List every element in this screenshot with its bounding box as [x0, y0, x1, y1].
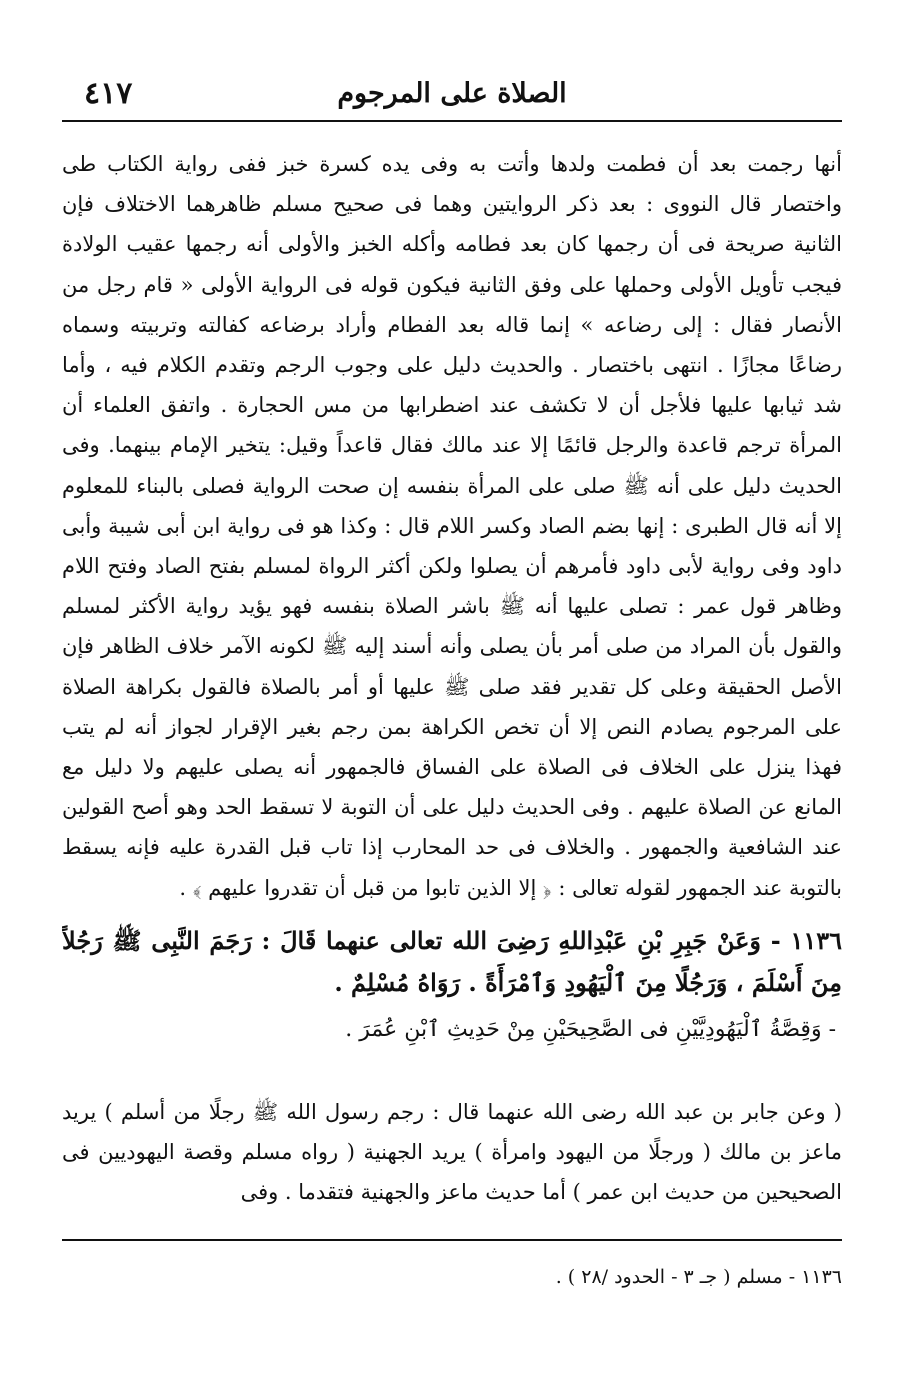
page-number: ٤١٧ [84, 76, 133, 111]
hadith-note: - وَقِصَّةُ ٱلْيَهُودِيَّيْنِ فى الصَّحِيحَيْنِ مِنْ حَدِيثِ ٱبْنِ عُمَرَ . [345, 1017, 836, 1042]
chapter-title: الصلاة على المرجوم [337, 78, 567, 109]
book-page [62, 72, 842, 1216]
explanation-paragraph: ( وعن جابر بن عبد الله رضى الله عنهما قال : رجم رسول الله ﷺ رجلًا من أسلم ) يريد ماعز بن مالك ( ورجلًا من اليهود وامرأة ) يريد الجهنية ( رواه مسلم وقصة اليهوديين فى الصحيحين من حديث ابن عمر ) أما حديث ماعز والجهنية فتقدما . وفى [62, 1100, 842, 1205]
hadith-text: ١١٣٦ - وَعَنْ جَبِرِ بْنِ عَبْدِاللهِ رَضِىَ الله تعالى عنهما قَالَ : رَجَمَ النَّبِى ﷺ رَجُلاً مِنَ أَسْلَمَ ، وَرَجُلًا مِنَ ٱلْيَهُودِ وَٱمْرَأَةً . رَوَاهُ مُسْلِمٌ . [62, 926, 842, 997]
page-header [62, 72, 842, 122]
footnote: ١١٣٦ - مسلم ( جـ ٣ - الحدود /٢٨ ) . [555, 1266, 842, 1288]
commentary-paragraph: أنها رجمت بعد أن فطمت ولدها وأتت به وفى يده كسرة خبز ففى رواية الكتاب طى واختصار قال النووى : بعد ذكر الروايتين وهما فى صحيح مسلم ظاهرهما الاختلاف فإن الثانية صريحة فى أن رجمها كان بعد فطامه وأكله الخبز والأولى أنه رجمها عقيب الولادة فيجب تأويل الأولى وحملها على وفق الثانية فيكون قوله فى الرواية الأولى « قام رجل من الأنصار فقال : إلى رضاعه » إنما قاله بعد الفطام وأراد برضاعه كفالته وتربيته وسماه رضاعًا مجازًا . انتهى باختصار . والحديث دليل على وجوب الرجم وتقدم الكلام فيه ، وأما شد ثيابها عليها فلأجل أن لا تكشف عند اضطرابها من مس الحجارة . واتفق العلماء أن المرأة ترجم قاعدة والرجل قائمًا إلا عند مالك فقال قاعداً وقيل: يتخير الإمام بينهما. وفى الحديث دليل على أنه ﷺ صلى على المرأة بنفسه إن صحت الرواية فصلى بالبناء للمعلوم إلا أنه قال الطبرى : إنها بضم الصاد وكسر اللام قال : وكذا هو فى رواية ابن أبى شيبة وأبى داود وفى رواية لأبى داود فأمرهم أن يصلوا ولكن أكثر الرواة لمسلم بفتح الصاد وفتح اللام وظاهر قول عمر : تصلى عليها أنه ﷺ باشر الصلاة بنفسه فهو يؤيد رواية الأكثر لمسلم والقول بأن المراد من صلى أمر بأن يصلى وأنه أسند إليه ﷺ لكونه الآمر خلاف الظاهر فإن الأصل الحقيقة وعلى كل تقدير فقد صلى ﷺ عليها أو أمر بالصلاة فالقول بكراهة الصلاة على المرجوم يصادم النص إلا أن تخص الكراهة بمن رجم بغير الإقرار لجواز أنه لم يتب فهذا ينزل على الخلاف فى الصلاة على الفساق فالجمهور أنه يصلى عليهم ولا دليل مع المانع عن الصلاة عليهم . وفى الحديث دليل على أن التوبة لا تسقط الحد وهو أصح القولين عند الشافعية والجمهور . والخلاف فى حد المحارب إذا تاب قبل القدرة عليه فإنه يسقط بالتوبة عند الجمهور لقوله تعالى : ﴿ إلا الذين تابوا من قبل أن تقدروا عليهم ﴾ . [62, 152, 842, 900]
footnote-divider [62, 1239, 842, 1241]
